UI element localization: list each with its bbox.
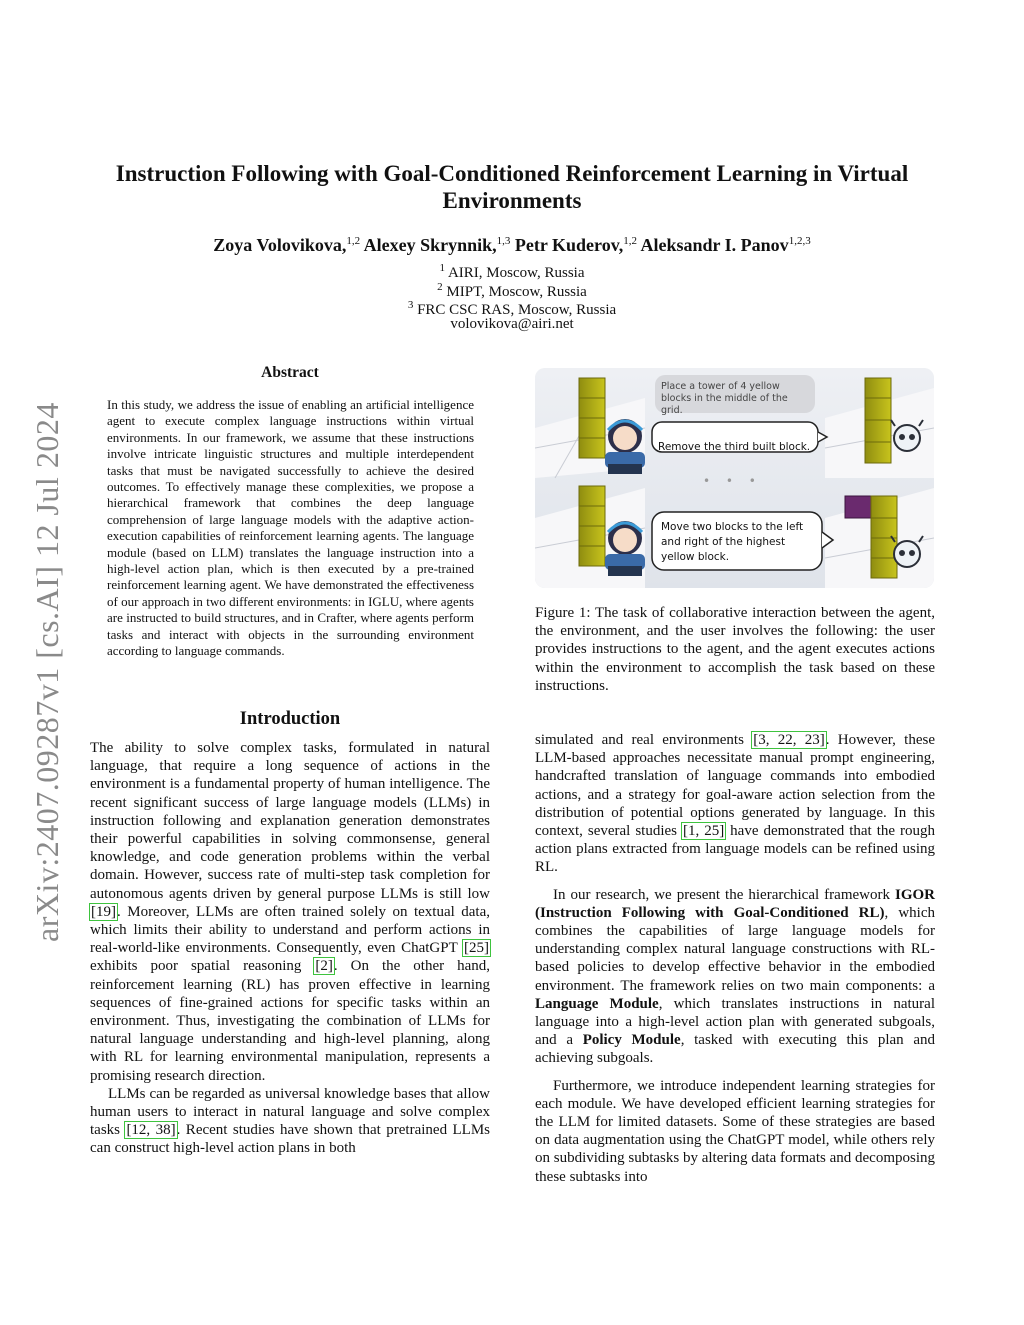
abstract-text: In this study, we address the issue of enabling an artificial intelligence agent to execute complex language instructions within virtual environments. In our framework, we assume that these instructions involve intricate linguistic structures and multiple interdependent tasks that must be navigated successfully to achieve the desired outcomes. To effectively manage these complexities, we propose a hierarchical framework that combines the deep language comprehension of large language models with the adaptive action-execution capabilities of reinforcement learning agents. The language module (based on LLM) translates the language instruction into a high-level action plan, which is then executed by a pre-trained reinforcement learning agent. We have demonstrated the effectiveness of our approach in two different environments: in IGLU, where agents are instructed to build structures, and in Crafter, where agents perform tasks and interact with objects in the surrounding environment according to language commands. bbox=[107, 397, 474, 659]
affil-text: AIRI, Moscow, Russia bbox=[447, 265, 585, 281]
ellipsis-dots: • • • bbox=[703, 474, 762, 488]
affiliation-line bbox=[60, 259, 964, 281]
arxiv-stamp: arXiv:2407.09287v1 [cs.AI] 12 Jul 2024 bbox=[29, 402, 65, 942]
affil-number: 2 bbox=[437, 280, 443, 293]
language-module-term: Language Module bbox=[535, 995, 659, 1012]
author-affil-sup: 1,2,3 bbox=[788, 235, 811, 247]
citation-link[interactable]: [25] bbox=[464, 940, 489, 957]
intro-paragraph-5: Furthermore, we introduce independent learning strategies for each module. We have developed efficient learning strategies for the LLM for limited datasets. Some of these strategies are based on data augmentation using the ChatGPT model, while others rely on subdividing subtasks by altering data formats and decomposing these subtasks into bbox=[535, 1077, 935, 1185]
author-affil-sup: 1,3 bbox=[496, 235, 511, 247]
author-name: Alexey Skrynnik, bbox=[363, 235, 497, 255]
author-name: Aleksandr I. Panov bbox=[640, 235, 789, 255]
intro-paragraph-4: In our research, we present the hierarchical framework IGOR (Instruction Following with Goal-Conditioned RL), which combines the capabilities of large language models for understanding complex natural language constructions with RL-based policies to develop effective behavior in the embodied environment. The framework relies on two main components: a Language Module, which translates instructions in natural language into a high-level action plan with generated subgoals, and a Policy Module, tasked with executing this plan and achieving subgoals. bbox=[535, 886, 935, 1067]
figure-1-caption: Figure 1: The task of collaborative interaction between the agent, the environment, and the user involves the following: the user provides instructions to the agent, and the agent executes actions within the environment to accomplish the task based on these instructions. bbox=[535, 605, 935, 694]
affil-text: FRC CSC RAS, Moscow, Russia bbox=[417, 302, 617, 318]
author-name: Petr Kuderov, bbox=[514, 235, 624, 255]
instruction-bubble-move: Move two blocks to the left and right of the highest yellow block. bbox=[661, 521, 804, 563]
intro-paragraph-2: LLMs can be regarded as universal knowledge bases that allow human users to interact in natural language and solve complex tasks [12, 38]. Recent studies have shown that pretrained LLMs can construct high-level action plans in both bbox=[90, 1085, 491, 1157]
right-column-text bbox=[535, 731, 935, 1186]
author-affil-sup: 1,2 bbox=[346, 235, 361, 247]
affiliations bbox=[60, 259, 964, 333]
citation-link[interactable]: [12, 38] bbox=[126, 1122, 176, 1139]
paper-title: Instruction Following with Goal-Conditioned Reinforcement Learning in Virtual Environments bbox=[115, 161, 909, 213]
framework-name: IGOR (Instruction Following with Goal-Conditioned RL) bbox=[535, 886, 935, 921]
citation-link[interactable]: [2] bbox=[315, 958, 333, 975]
email[interactable]: volovikova@airi.net bbox=[450, 315, 574, 332]
author-affil-sup: 1,2 bbox=[623, 235, 637, 247]
author-list bbox=[60, 229, 964, 257]
introduction-heading: Introduction bbox=[239, 709, 341, 729]
instruction-bubble-remove: Remove the third built block. bbox=[658, 441, 811, 453]
figure-1 bbox=[535, 368, 934, 588]
affiliation-line bbox=[60, 296, 964, 318]
affiliation-line bbox=[60, 278, 964, 300]
intro-paragraph-3: simulated and real environments [3, 22, 23]. However, these LLM-based approaches necessitate manual prompt engineering, handcrafted translation of language commands into embodied actions, and a strategy for goal-aware action selection from the distribution of potential options generated by language. In this context, several studies [1, 25] have demonstrated that the rough action plans extracted from language models can be refined using RL. bbox=[535, 732, 935, 876]
author-name: Zoya Volovikova, bbox=[213, 235, 347, 255]
affil-number: 3 bbox=[407, 299, 414, 311]
citation-link[interactable]: [19] bbox=[91, 903, 116, 920]
affil-text: MIPT, Moscow, Russia bbox=[446, 283, 587, 300]
policy-module-term: Policy Module bbox=[582, 1032, 681, 1049]
affil-number: 1 bbox=[439, 262, 446, 274]
citation-link[interactable]: [1, 25] bbox=[682, 823, 725, 840]
citation-link[interactable]: [3, 22, 23] bbox=[753, 732, 825, 748]
abstract-heading: Abstract bbox=[261, 364, 319, 381]
intro-paragraph-1: The ability to solve complex tasks, formulated in natural language, that require a long sequence of actions in the environment is a fundamental property of human intelligence. The recent significant success of large language models (LLMs) in instruction following and explanation generation demonstrates their powerful capabilities in solving commonsense, general knowledge, and code generation problems within the verbal domain. However, success rate of multi-step task completion for autonomous agents driven by general purpose LLMs is still low [19]. Moreover, LLMs are often trained solely on textual data, which limits their ability to understand and perform actions in real-world-like environments. Consequently, even ChatGPT [25] exhibits poor spatial reasoning [2]. On the other hand, reinforcement learning (RL) has proven effective in learning sequences of fine-grained actions for specific tasks within an environment. Thus, investigating the combination of LLMs for natural language understanding and high-level planning, along with RL for learning environmental manipulation, represents a promising research direction. bbox=[90, 740, 491, 1084]
left-column-text bbox=[90, 739, 490, 1158]
instruction-bubble-initial: Place a tower of 4 yellow blocks in the middle of the grid. bbox=[661, 381, 788, 416]
